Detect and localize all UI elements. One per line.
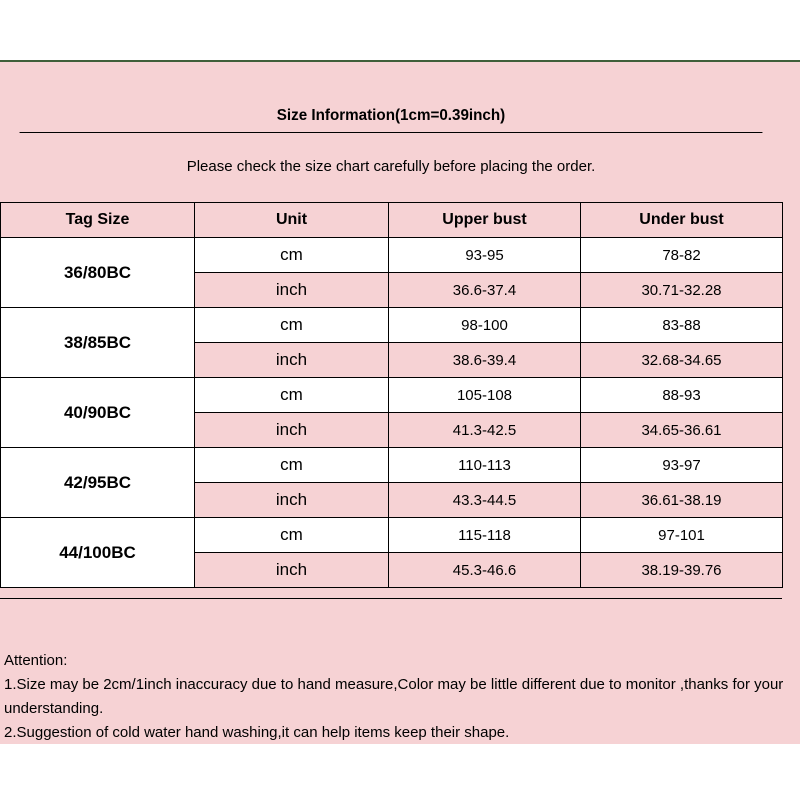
table-row	[1, 378, 783, 413]
unit-cell: inch	[195, 483, 389, 518]
upper-bust-cell: 105-108	[389, 378, 581, 413]
unit-cell: cm	[195, 378, 389, 413]
under-bust-cell: 32.68-34.65	[581, 343, 783, 378]
tag-size-cell: 38/85BC	[1, 308, 195, 378]
attention-note-2: 2.Suggestion of cold water hand washing,it can help items keep their shape.	[4, 724, 510, 741]
table-row	[1, 238, 783, 273]
unit-cell: inch	[195, 413, 389, 448]
column-header-unit: Unit	[195, 203, 389, 238]
under-bust-cell: 88-93	[581, 378, 783, 413]
table-row	[1, 308, 783, 343]
unit-cell: cm	[195, 448, 389, 483]
table-row	[1, 518, 783, 553]
unit-cell: cm	[195, 238, 389, 273]
column-header-tag-size: Tag Size	[1, 203, 195, 238]
upper-bust-cell: 43.3-44.5	[389, 483, 581, 518]
upper-bust-cell: 45.3-46.6	[389, 553, 581, 588]
unit-cell: cm	[195, 518, 389, 553]
table-header-row	[1, 203, 783, 238]
unit-cell: inch	[195, 553, 389, 588]
under-bust-cell: 34.65-36.61	[581, 413, 783, 448]
upper-bust-cell: 115-118	[389, 518, 581, 553]
under-bust-cell: 93-97	[581, 448, 783, 483]
upper-bust-cell: 38.6-39.4	[389, 343, 581, 378]
attention-note-1: 1.Size may be 2cm/1inch inaccuracy due to hand measure,Color may be little different due to monitor ,thanks for your understanding.	[4, 676, 784, 717]
tag-size-cell: 42/95BC	[1, 448, 195, 518]
tag-size-cell: 36/80BC	[1, 238, 195, 308]
under-bust-cell: 97-101	[581, 518, 783, 553]
upper-bust-cell: 93-95	[389, 238, 581, 273]
top-divider	[0, 60, 800, 62]
under-bust-cell: 38.19-39.76	[581, 553, 783, 588]
under-bust-cell: 78-82	[581, 238, 783, 273]
table-row	[1, 448, 783, 483]
column-header-under-bust: Under bust	[581, 203, 783, 238]
tag-size-cell: 44/100BC	[1, 518, 195, 588]
upper-bust-cell: 41.3-42.5	[389, 413, 581, 448]
unit-cell: inch	[195, 273, 389, 308]
upper-bust-cell: 98-100	[389, 308, 581, 343]
size-table	[0, 202, 783, 588]
under-bust-cell: 83-88	[581, 308, 783, 343]
tag-size-cell: 40/90BC	[1, 378, 195, 448]
column-header-upper-bust: Upper bust	[389, 203, 581, 238]
upper-bust-cell: 110-113	[389, 448, 581, 483]
size-info-title: Size Information(1cm=0.39inch)	[20, 100, 763, 133]
under-bust-cell: 36.61-38.19	[581, 483, 783, 518]
unit-cell: cm	[195, 308, 389, 343]
unit-cell: inch	[195, 343, 389, 378]
size-chart-notice: Please check the size chart carefully before placing the order.	[186, 157, 596, 175]
upper-bust-cell: 36.6-37.4	[389, 273, 581, 308]
attention-notes	[4, 649, 794, 745]
attention-heading: Attention:	[4, 652, 68, 669]
under-bust-cell: 30.71-32.28	[581, 273, 783, 308]
